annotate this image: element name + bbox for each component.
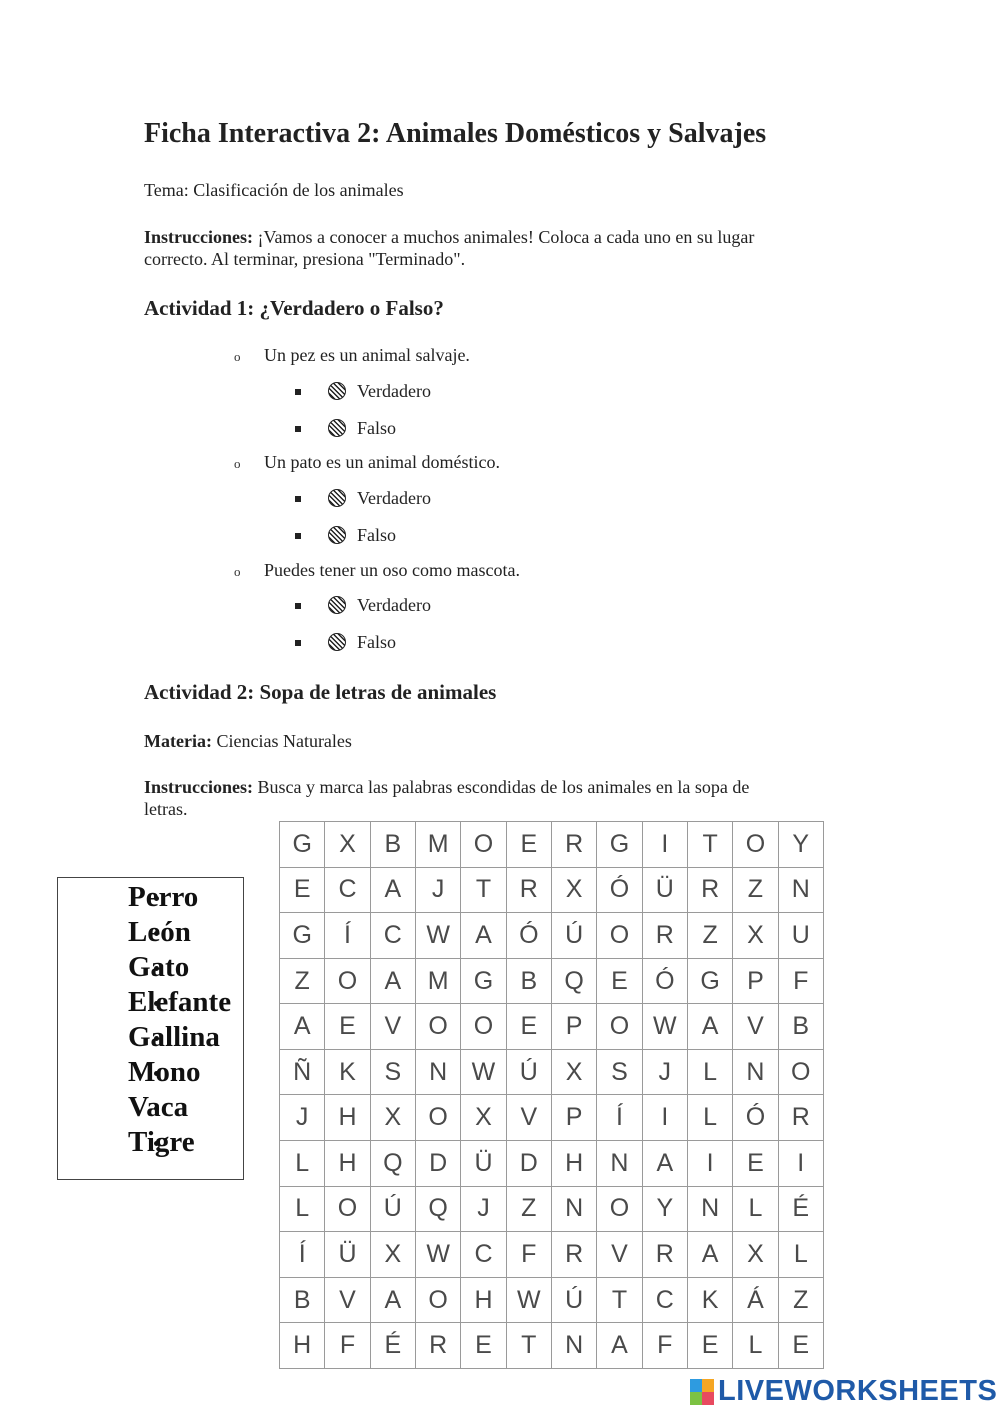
logo-square (702, 1392, 714, 1405)
grid-cell[interactable]: J (416, 868, 461, 914)
grid-cell[interactable]: N (733, 1050, 778, 1096)
grid-cell[interactable]: V (325, 1278, 370, 1324)
grid-cell[interactable]: C (461, 1232, 506, 1278)
instructions-label: Instrucciones: (144, 227, 253, 247)
word-list-item (58, 950, 190, 985)
grid-cell[interactable]: N (416, 1050, 461, 1096)
word-mono: Mono (128, 1056, 201, 1088)
grid-cell[interactable]: O (733, 822, 778, 868)
grid-cell[interactable]: G (597, 822, 642, 868)
grid-cell[interactable]: R (688, 868, 733, 914)
grid-cell[interactable]: O (779, 1050, 824, 1096)
grid-cell[interactable]: Ó (507, 913, 552, 959)
grid-cell[interactable]: M (416, 822, 461, 868)
grid-cell[interactable]: W (416, 1232, 461, 1278)
grid-cell[interactable]: E (325, 1004, 370, 1050)
grid-cell[interactable]: Á (733, 1278, 778, 1324)
grid-cell[interactable]: M (416, 959, 461, 1005)
grid-cell[interactable]: I (779, 1141, 824, 1187)
grid-cell[interactable]: H (280, 1323, 325, 1369)
q3-verdadero-radio[interactable] (328, 596, 346, 614)
word-gallina: Gallina (128, 1021, 220, 1053)
grid-cell[interactable]: K (325, 1050, 370, 1096)
grid-cell[interactable]: U (779, 913, 824, 959)
grid-cell[interactable]: B (507, 959, 552, 1005)
grid-cell[interactable]: F (507, 1232, 552, 1278)
question-bullet: o (234, 456, 241, 471)
question-2-text: Un pato es un animal doméstico. (264, 452, 500, 472)
grid-cell[interactable]: A (371, 868, 416, 914)
grid-cell[interactable]: R (643, 913, 688, 959)
grid-cell[interactable]: W (461, 1050, 506, 1096)
word-list-item (58, 985, 232, 1020)
grid-cell[interactable]: X (325, 822, 370, 868)
logo-square (690, 1379, 702, 1392)
grid-cell[interactable]: I (643, 1095, 688, 1141)
grid-cell[interactable]: G (280, 822, 325, 868)
grid-cell[interactable]: A (371, 959, 416, 1005)
grid-cell[interactable]: O (416, 1004, 461, 1050)
grid-cell[interactable]: X (461, 1095, 506, 1141)
word-list-item (58, 880, 199, 915)
grid-cell[interactable]: É (371, 1323, 416, 1369)
grid-cell[interactable]: S (597, 1050, 642, 1096)
activity-1-heading: Actividad 1: ¿Verdadero o Falso? (144, 296, 444, 320)
page-title: Ficha Interactiva 2: Animales Domésticos y Salvajes (144, 118, 767, 149)
instructions-2-text-line2: letras. (144, 799, 188, 819)
question-bullet: o (234, 564, 241, 579)
logo-square (690, 1392, 702, 1405)
grid-cell[interactable]: E (507, 822, 552, 868)
q2-verdadero-radio[interactable] (328, 489, 346, 507)
grid-cell[interactable]: O (325, 959, 370, 1005)
grid-cell[interactable]: T (688, 822, 733, 868)
q2-falso-label: Falso (357, 525, 397, 545)
grid-cell[interactable]: É (779, 1187, 824, 1233)
q1-verdadero-radio[interactable] (328, 382, 346, 400)
grid-cell[interactable]: J (280, 1095, 325, 1141)
word-list (58, 880, 232, 1160)
grid-cell[interactable]: I (688, 1141, 733, 1187)
grid-cell[interactable]: Í (597, 1095, 642, 1141)
materia-value: Ciencias Naturales (211, 731, 352, 751)
q3-falso-radio[interactable] (328, 633, 346, 651)
grid-cell[interactable]: P (552, 1095, 597, 1141)
grid-cell[interactable]: T (597, 1278, 642, 1324)
grid-cell[interactable]: H (325, 1095, 370, 1141)
option-bullet (295, 426, 301, 432)
grid-cell[interactable]: X (552, 1050, 597, 1096)
grid-cell[interactable]: A (371, 1278, 416, 1324)
grid-cell[interactable]: Í (280, 1232, 325, 1278)
q1-falso-radio[interactable] (328, 419, 346, 437)
grid-cell[interactable]: Ú (552, 1278, 597, 1324)
word-list-box (57, 877, 244, 1180)
grid-cell[interactable]: X (371, 1095, 416, 1141)
logo-square (702, 1379, 714, 1392)
grid-cell[interactable]: Ñ (280, 1050, 325, 1096)
grid-cell[interactable]: B (280, 1278, 325, 1324)
grid-cell[interactable]: A (461, 913, 506, 959)
grid-cell[interactable]: Ó (597, 868, 642, 914)
q1-verdadero-label: Verdadero (357, 381, 431, 401)
grid-cell[interactable]: N (552, 1187, 597, 1233)
grid-cell[interactable]: Ü (325, 1232, 370, 1278)
grid-cell[interactable]: Z (779, 1278, 824, 1324)
q3-falso-label: Falso (357, 632, 397, 652)
grid-cell[interactable]: Y (643, 1187, 688, 1233)
grid-cell[interactable]: V (597, 1232, 642, 1278)
question-3-text: Puedes tener un oso como mascota. (264, 560, 520, 580)
option-bullet (295, 389, 301, 395)
grid-cell[interactable]: T (461, 868, 506, 914)
grid-cell[interactable]: E (597, 959, 642, 1005)
grid-cell[interactable]: Í (325, 913, 370, 959)
word-list-item (58, 915, 191, 950)
word-elefante: Elefante (128, 986, 232, 1018)
instructions-2-label: Instrucciones: (144, 777, 253, 797)
grid-cell[interactable]: L (280, 1187, 325, 1233)
grid-cell[interactable]: N (688, 1187, 733, 1233)
grid-cell[interactable]: I (643, 822, 688, 868)
word-leon: León (128, 916, 191, 948)
grid-cell[interactable]: Y (779, 822, 824, 868)
grid-cell[interactable]: L (688, 1095, 733, 1141)
grid-cell[interactable]: L (280, 1141, 325, 1187)
grid-cell[interactable]: Z (507, 1187, 552, 1233)
word-list-item (58, 1055, 201, 1090)
grid-cell[interactable]: D (416, 1141, 461, 1187)
grid-cell[interactable]: A (688, 1004, 733, 1050)
grid-cell[interactable]: Ú (552, 913, 597, 959)
materia-label: Materia: (144, 731, 212, 751)
grid-cell[interactable]: E (461, 1323, 506, 1369)
instructions-1 (144, 226, 844, 270)
grid-cell[interactable]: N (779, 868, 824, 914)
materia-line (144, 730, 352, 752)
word-tigre: Tigre (128, 1126, 195, 1158)
grid-cell[interactable]: Ü (643, 868, 688, 914)
option-bullet (295, 496, 301, 502)
grid-cell[interactable]: R (643, 1232, 688, 1278)
q3-verdadero-label: Verdadero (357, 595, 431, 615)
word-list-item (58, 1020, 220, 1055)
grid-cell[interactable]: Q (371, 1141, 416, 1187)
grid-cell[interactable]: W (507, 1278, 552, 1324)
grid-cell[interactable]: Ó (733, 1095, 778, 1141)
grid-cell[interactable]: R (779, 1095, 824, 1141)
option-bullet (295, 603, 301, 609)
grid-cell[interactable]: H (325, 1141, 370, 1187)
word-gato: Gato (128, 951, 190, 983)
grid-cell[interactable]: F (779, 959, 824, 1005)
grid-cell[interactable]: E (779, 1323, 824, 1369)
grid-cell[interactable]: F (643, 1323, 688, 1369)
logo-icon (690, 1379, 714, 1405)
liveworksheets-logo (690, 1375, 997, 1408)
grid-cell[interactable]: Q (552, 959, 597, 1005)
grid-cell[interactable]: J (461, 1187, 506, 1233)
grid-cell[interactable]: O (416, 1095, 461, 1141)
grid-cell[interactable]: Z (688, 913, 733, 959)
option-bullet (295, 640, 301, 646)
q2-verdadero-label: Verdadero (357, 488, 431, 508)
grid-cell[interactable]: J (643, 1050, 688, 1096)
grid-cell[interactable]: B (371, 822, 416, 868)
grid-cell[interactable]: R (552, 822, 597, 868)
tema-text: Tema: Clasificación de los animales (144, 180, 404, 200)
grid-cell[interactable]: Ü (461, 1141, 506, 1187)
grid-cell[interactable]: E (507, 1004, 552, 1050)
option-bullet (295, 533, 301, 539)
word-vaca: Vaca (128, 1091, 189, 1123)
grid-cell[interactable]: P (552, 1004, 597, 1050)
question-bullet: o (234, 349, 241, 364)
grid-cell[interactable]: X (733, 913, 778, 959)
grid-cell[interactable]: Ó (643, 959, 688, 1005)
grid-cell[interactable]: A (688, 1232, 733, 1278)
grid-cell[interactable]: N (597, 1141, 642, 1187)
grid-cell[interactable]: T (507, 1323, 552, 1369)
grid-cell[interactable]: O (461, 822, 506, 868)
grid-cell[interactable]: X (552, 868, 597, 914)
grid-cell[interactable]: V (733, 1004, 778, 1050)
grid-cell[interactable]: O (597, 1004, 642, 1050)
grid-cell[interactable]: G (280, 913, 325, 959)
grid-cell[interactable]: O (597, 913, 642, 959)
grid-cell[interactable]: G (461, 959, 506, 1005)
grid-cell[interactable]: V (507, 1095, 552, 1141)
grid-cell[interactable]: H (461, 1278, 506, 1324)
q1-falso-label: Falso (357, 418, 397, 438)
word-search-grid[interactable] (279, 821, 824, 1369)
grid-cell[interactable]: D (507, 1141, 552, 1187)
grid-cell[interactable]: E (733, 1141, 778, 1187)
grid-cell[interactable]: K (688, 1278, 733, 1324)
grid-cell[interactable]: P (733, 959, 778, 1005)
grid-cell[interactable]: X (733, 1232, 778, 1278)
instructions-2 (144, 776, 844, 820)
grid-cell[interactable]: W (643, 1004, 688, 1050)
grid-cell[interactable]: X (371, 1232, 416, 1278)
word-list-item (58, 1125, 195, 1160)
instructions-text: ¡Vamos a conocer a muchos animales! Coloca a cada uno en su lugar (253, 227, 755, 247)
grid-cell[interactable]: Z (733, 868, 778, 914)
grid-cell[interactable]: S (371, 1050, 416, 1096)
grid-cell[interactable]: L (779, 1232, 824, 1278)
grid-cell[interactable]: C (325, 868, 370, 914)
grid-cell[interactable]: O (461, 1004, 506, 1050)
grid-cell[interactable]: O (597, 1187, 642, 1233)
grid-cell[interactable]: A (597, 1323, 642, 1369)
grid-cell[interactable]: L (733, 1323, 778, 1369)
word-perro: Perro (128, 881, 199, 913)
grid-cell[interactable]: E (688, 1323, 733, 1369)
grid-cell[interactable]: Ú (507, 1050, 552, 1096)
activity-2-heading: Actividad 2: Sopa de letras de animales (144, 680, 497, 704)
grid-cell[interactable]: O (416, 1278, 461, 1324)
grid-cell[interactable]: G (688, 959, 733, 1005)
grid-cell[interactable]: Ú (371, 1187, 416, 1233)
grid-cell[interactable]: E (280, 868, 325, 914)
grid-cell[interactable]: Z (280, 959, 325, 1005)
grid-cell[interactable]: A (280, 1004, 325, 1050)
grid-cell[interactable]: V (371, 1004, 416, 1050)
grid-cell[interactable]: R (552, 1232, 597, 1278)
instructions-text-line2: correcto. Al terminar, presiona "Terminado". (144, 249, 466, 269)
grid-cell[interactable]: W (416, 913, 461, 959)
grid-cell[interactable]: Q (416, 1187, 461, 1233)
question-1-text: Un pez es un animal salvaje. (264, 345, 470, 365)
grid-cell[interactable]: L (688, 1050, 733, 1096)
grid-cell[interactable]: R (507, 868, 552, 914)
logo-text: LIVEWORKSHEETS (718, 1375, 998, 1407)
grid-cell[interactable]: L (733, 1187, 778, 1233)
grid-cell[interactable]: C (371, 913, 416, 959)
grid-cell[interactable]: O (325, 1187, 370, 1233)
grid-cell[interactable]: A (643, 1141, 688, 1187)
word-list-item (58, 1090, 189, 1125)
grid-cell[interactable]: B (779, 1004, 824, 1050)
grid-cell[interactable]: H (552, 1141, 597, 1187)
grid-cell[interactable]: C (643, 1278, 688, 1324)
q2-falso-radio[interactable] (328, 526, 346, 544)
instructions-2-text: Busca y marca las palabras escondidas de los animales en la sopa de (253, 777, 750, 797)
grid-cell[interactable]: F (325, 1323, 370, 1369)
grid-cell[interactable]: N (552, 1323, 597, 1369)
grid-cell[interactable]: R (416, 1323, 461, 1369)
